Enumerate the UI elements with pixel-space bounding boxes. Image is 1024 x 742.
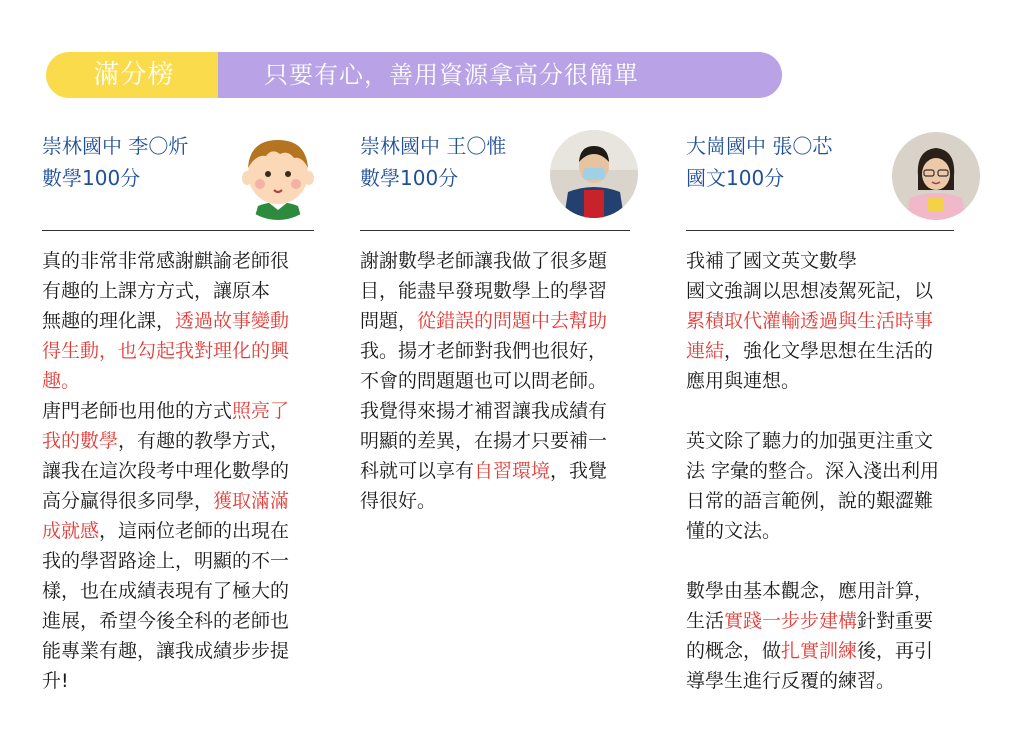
plain-text: ，強化文學思想在生活的 [724,340,934,362]
testimonial-text [360,246,650,516]
plain-text: 真的非常非常感謝麒諭老師很 [42,250,290,272]
plain-text: 唐門老師也用他的方式 [42,400,233,422]
testimonial-line [360,276,650,306]
plain-text: 我覺得來揚才補習讓我成績有 [360,400,608,422]
testimonial-line [686,336,986,366]
student-photo [550,130,638,218]
divider [42,230,314,231]
plain-text: 科就可以享有 [360,460,475,482]
plain-text: ，有趣的教學方式， [118,430,290,452]
testimonial-text [42,246,332,696]
highlight-text: 從錯誤的問題中去幫助 [417,310,608,332]
testimonial-line [42,516,332,546]
testimonial-line [686,366,986,396]
testimonial-text [686,246,986,696]
highlight-text: 實踐一步步建構 [724,610,858,632]
plain-text: 法 字彙的整合。深入淺出利用 [686,460,940,482]
plain-text: 我的學習路途上，明顯的不一 [42,550,290,572]
highlight-text: 累積取代灌輸透過與生活時事 [686,310,934,332]
testimonial-line [686,666,986,696]
divider [360,230,630,231]
plain-text: 高分贏得很多同學， [42,490,214,512]
testimonial-line [42,366,332,396]
student-score: 數學100分 [360,166,459,190]
plain-text: 的概念，做 [686,640,782,662]
highlight-text: 我的數學 [42,430,119,452]
testimonial-line [360,246,650,276]
student-photo [892,132,980,220]
testimonial-line [42,396,332,426]
plain-text: 不會的問題題也可以問老師。 [360,370,608,392]
plain-text: ，這兩位老師的出現在 [99,520,290,542]
testimonial-line [42,426,332,456]
plain-text: 懂的文法。 [686,520,782,542]
plain-text: 目，能盡早發現數學上的學習 [360,280,608,302]
divider [686,230,954,231]
plain-text: 國文強調以思想凌駕死記，以 [686,280,934,302]
highlight-text: 透過故事變動 [175,310,290,332]
plain-text: 後，再引 [857,640,934,662]
highlight-text: 獲取滿滿 [213,490,290,512]
highlight-text: 連結 [686,340,725,362]
student-card-3 [686,130,832,194]
testimonial-line [42,276,332,306]
testimonial-line [42,636,332,666]
plain-text: 數學由基本觀念，應用計算， [686,580,934,602]
testimonial-line [360,426,650,456]
testimonial-line [686,456,986,486]
banner-tag: 滿分榜 [46,52,222,98]
plain-text: 能專業有趣，讓我成績步步提 [42,640,290,662]
testimonial-line [686,636,986,666]
plain-text: 針對重要 [857,610,934,632]
testimonial-line [360,396,650,426]
testimonial-line [360,456,650,486]
plain-text: 有趣的上課方方式，讓原本 [42,280,271,302]
plain-text: 日常的語言範例，說的艱澀難 [686,490,934,512]
plain-text: 無趣的理化課， [42,310,176,332]
highlight-text: 成就感 [42,520,100,542]
student-score: 數學100分 [42,166,141,190]
student-school-name: 崇林國中 王〇惟 [360,134,507,158]
testimonial-line [42,546,332,576]
plain-text: 進展，希望今後全科的老師也 [42,610,290,632]
plain-text: 問題， [360,310,418,332]
highlight-text: 扎實訓練 [781,640,858,662]
highlight-text: 得生動，也勾起我對理化的興 [42,340,290,362]
student-school-name: 崇林國中 李〇炘 [42,134,189,158]
testimonial-line [686,306,986,336]
plain-text: 導學生進行反覆的練習。 [686,670,896,692]
testimonial-line [686,396,986,426]
testimonial-line [360,486,650,516]
plain-text: 升! [42,670,69,692]
testimonial-line [686,606,986,636]
highlight-text: 趣。 [42,370,81,392]
testimonial-line [686,246,986,276]
plain-text: 樣，也在成績表現有了極大的 [42,580,290,602]
testimonial-line [360,306,650,336]
testimonial-line [686,276,986,306]
plain-text: 生活 [686,610,725,632]
testimonial-line [42,336,332,366]
testimonial-line [42,456,332,486]
testimonial-line [686,546,986,576]
plain-text: 我。揚才老師對我們也很好， [360,340,608,362]
plain-text: 得很好。 [360,490,437,512]
testimonial-line [42,576,332,606]
testimonial-line [42,306,332,336]
testimonial-line [360,366,650,396]
testimonial-line [686,576,986,606]
testimonial-line [686,426,986,456]
student-school-name: 大崗國中 張〇芯 [686,134,833,158]
testimonial-line [42,246,332,276]
plain-text: 讓我在這次段考中理化數學的 [42,460,290,482]
plain-text: 明顯的差異，在揚才只要補一 [360,430,608,452]
plain-text: ，我覺 [550,460,608,482]
plain-text: 我補了國文英文數學 [686,250,858,272]
highlight-text: 自習環境 [474,460,551,482]
testimonial-line [686,516,986,546]
cartoon-boy-avatar [232,128,324,220]
student-score: 國文100分 [686,166,785,190]
banner-slogan: 只要有心，善用資源拿高分很簡單 [218,52,782,98]
testimonial-line [42,486,332,516]
plain-text: 英文除了聽力的加强更注重文 [686,430,934,452]
testimonial-line [42,666,332,696]
highlight-text: 照亮了 [232,400,290,422]
testimonial-line [360,336,650,366]
student-card-2 [360,130,506,194]
student-card-1 [42,130,188,194]
plain-text: 應用與連想。 [686,370,801,392]
plain-text: 謝謝數學老師讓我做了很多題 [360,250,608,272]
testimonial-line [42,606,332,636]
testimonial-line [686,486,986,516]
